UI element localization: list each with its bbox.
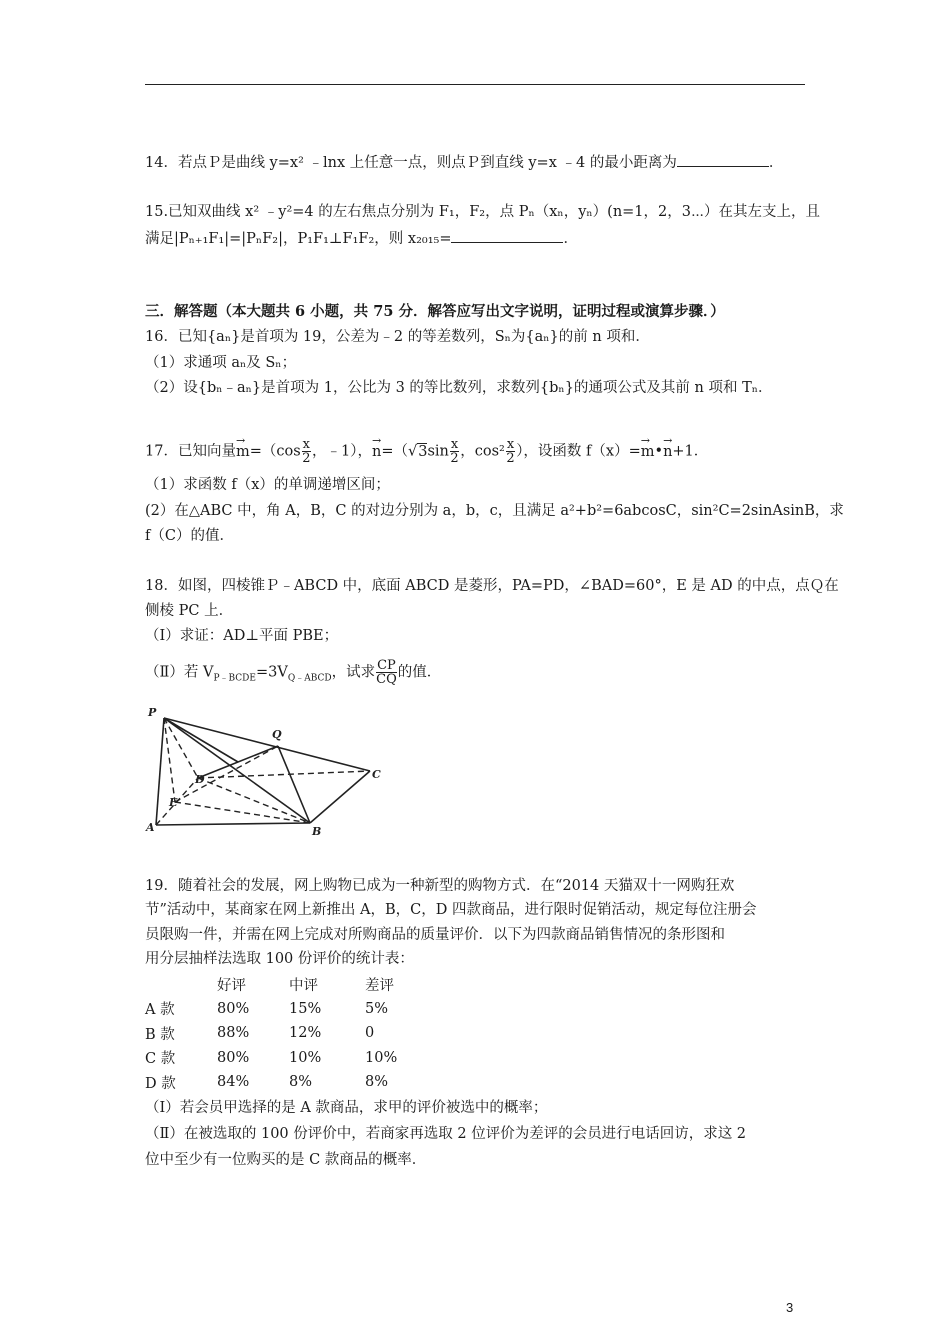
edge-PA [156,718,164,825]
q18-try: ，试求 [331,664,376,681]
pyramid-figure [138,702,398,842]
q17-eq-sqrt: =（ [381,443,408,460]
q17-stem: 17．已知向量→ m=（cos $\frac{x}{2}$ ，﹣1），→ n=（√3sin $\frac{x}{2}$ ，cos² $\frac{x}{2}$ ），设函数 f（x）=→ m•→ n+1． [145,438,708,465]
vector-m: → m [236,439,250,465]
frac-num: x [506,437,515,452]
q18-v2-sub: Q﹣ABCD [287,673,332,684]
label-D: D [195,773,205,786]
table-header-cell: 中评 [289,977,318,994]
table-cell: 88% [217,1025,250,1042]
label-E: E [169,796,178,809]
q17-cos2: ，cos² [460,443,505,460]
label-P: P [148,706,157,719]
table-header-cell: 差评 [365,977,394,994]
q19-part1: （Ⅰ）若会员甲选择的是 A 款商品，求甲的评价被选中的概率； [145,1100,548,1116]
table-cell: 10% [365,1049,398,1066]
table-cell: 15% [289,1000,322,1017]
q16-part1: （1）求通项 aₙ及 Sₙ； [145,355,297,371]
q18-mid: =3V [255,664,288,681]
q15-line2-text: 满足|Pₙ₊₁F₁|=|PₙF₂|，P₁F₁⊥F₁F₂，则 x₂₀₁₅= [145,231,452,247]
table-cell: 80% [217,1000,250,1017]
table-header-cell: 好评 [217,977,246,994]
q17-frac-3 [506,438,515,465]
q15-line1: 15.已知双曲线 x² ﹣y²=4 的左右焦点分别为 F₁，F₂，点 Pₙ（xₙ，yₙ）(n=1，2，3⋯）在其左支上，且 [145,204,821,220]
section-3-title: 三．解答题（本大题共 6 小题，共 75 分．解答应写出文字说明，证明过程或演算步骤．） [145,303,725,320]
label-C: C [372,768,381,781]
q17-after-vec: ），设函数 f（x）= [516,443,641,460]
edge-PD [164,718,198,778]
hidden-edges [156,718,370,825]
q19-line4: 用分层抽样法选取 100 份评价的统计表： [145,951,414,967]
frac-den: CQ [376,672,397,687]
edge-EB [175,802,310,823]
q19-part2-cont: 位中至少有一位购买的是 C 款商品的概率． [145,1152,427,1168]
table-header-row [145,972,425,997]
frac-den: 2 [302,451,311,466]
header-rule [145,84,805,85]
edge-DC [198,771,370,778]
q18-line2: 侧棱 PC 上． [145,603,234,619]
q14-end: ． [768,155,784,171]
page-number: 3 [786,1300,794,1315]
frac-den: 2 [450,451,459,466]
q17-part2: (2）在△ABC 中，角 A，B，C 的对边分别为 a，b，c，且满足 a²+b²=6abcosC，sin²C=2sinAsinB，求 [145,503,844,519]
q19-line2: 节”活动中，某商家在网上新推出 A，B，C，D 四款商品，进行限时促销活动，规定每位注册会 [145,902,757,918]
solid-edges [156,718,370,825]
table-cell: 12% [289,1025,322,1042]
q17-eq-cos: =（cos [249,443,301,460]
edge-PC [164,718,370,771]
edge-BC [310,771,370,823]
question-14 [145,152,783,173]
table-row [145,997,425,1022]
frac-num: x [450,437,459,452]
edge-P-inner [164,718,238,762]
q19-line1: 19．随着社会的发展，网上购物已成为一种新型的购物方式．在“2014 天猫双十一网购狂欢 [145,878,735,894]
q17-part2-cont: f（C）的值． [145,528,234,544]
q15-end: ． [563,231,578,247]
table-cell: D 款 [145,1075,176,1092]
vector-n-2: → n [663,439,672,465]
q19-line3: 员限购一件，并需在网上完成对所购商品的质量评价．以下为四款商品销售情况的条形图和 [145,927,725,943]
q16-part2: （2）设{bₙ﹣aₙ}是首项为 1，公比为 3 的等比数列，求数列{bₙ}的通项公式及其前 n 项和 Tₙ． [145,380,773,396]
q14-text: 14．若点Ｐ是曲线 y=x² ﹣lnx 上任意一点，则点Ｐ到直线 y=x ﹣4 的最小距离为 [145,155,677,171]
edge-DB [198,778,310,823]
q14-answer-blank [677,152,769,167]
q17-dot: • [654,443,664,460]
table-cell: A 款 [145,1002,175,1019]
table-row [145,1021,425,1046]
q15-answer-blank [451,228,563,243]
q18-fraction [376,659,397,686]
q17-part1: （1）求函数 f（x）的单调递增区间； [145,477,390,493]
q18-part1: （Ⅰ）求证：AD⊥平面 PBE； [145,628,339,644]
label-A: A [146,821,155,834]
frac-num: CP [377,658,396,673]
table-header-cell [145,972,217,997]
q17-after-cos: ，﹣1）， [312,443,372,460]
q18-part2 [145,659,441,686]
q18-v1-sub: P﹣BCDE [213,673,256,684]
table-cell: 0 [365,1025,375,1042]
table-cell: B 款 [145,1026,175,1043]
table-cell: 84% [217,1074,250,1091]
q17-frac-1 [302,438,311,465]
label-B: B [312,825,322,838]
table-cell: C 款 [145,1051,176,1068]
q18-line1: 18．如图，四棱锥Ｐ﹣ABCD 中，底面 ABCD 是菱形，PA=PD，∠BAD=60°，E 是 AD 的中点，点Ｑ在 [145,578,839,594]
vector-n: → n [372,439,381,465]
vector-m-2: → m [641,439,655,465]
q15-line2 [145,228,578,249]
q16-stem: 16．已知{aₙ}是首项为 19，公差为﹣2 的等差数列，Sₙ为{aₙ}的前 n 项和． [145,329,650,345]
edge-AB [156,823,310,825]
frac-num: x [302,437,310,452]
sqrt-three: 3 [418,443,428,460]
table-cell: 5% [365,1000,389,1017]
edge-PE [164,718,175,802]
frac-den: 2 [506,451,515,466]
q18-p2-prefix: （Ⅱ）若 V [145,664,214,681]
table-cell: 8% [289,1074,313,1091]
q19-part2: （Ⅱ）在被选取的 100 份评价中，若商家再选取 2 位评价为差评的会员进行电话回访，求这 2 [145,1126,747,1142]
q17-frac-2 [450,438,459,465]
q17-prefix: 17．已知向量 [145,443,236,460]
table-row [145,1046,425,1071]
review-stats-table [145,972,425,1095]
label-Q: Q [272,728,282,741]
table-row [145,1070,425,1095]
q17-sin: sin [427,443,449,460]
table-cell: 8% [365,1074,389,1091]
q18-tail: 的值． [397,664,442,681]
q17-plus1: +1． [672,443,709,460]
table-cell: 80% [217,1049,250,1066]
table-cell: 10% [289,1049,322,1066]
